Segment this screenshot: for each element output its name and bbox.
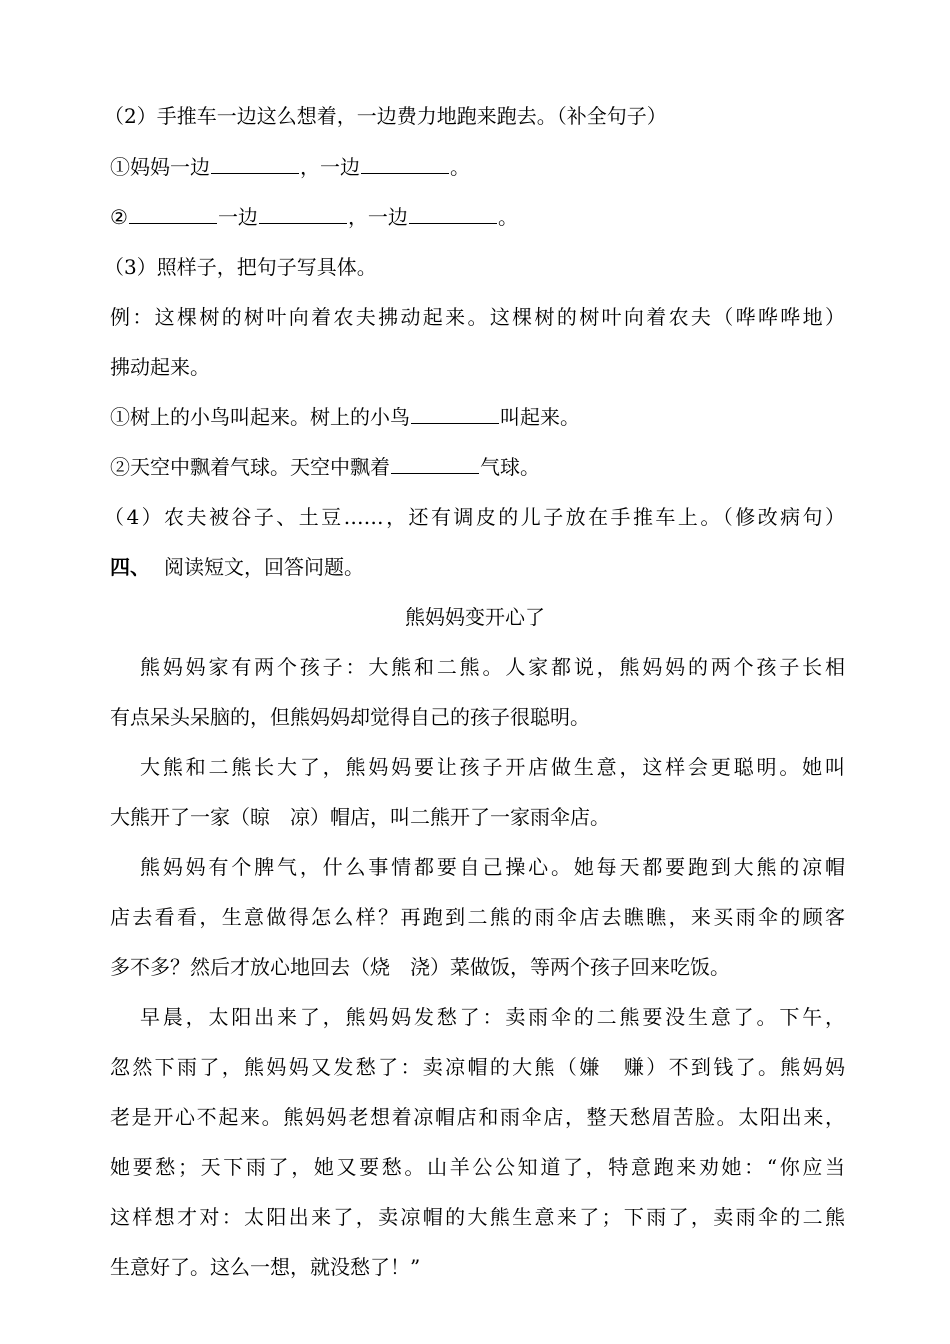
passage-paragraph-2-line-1: 大熊和二熊长大了，熊妈妈要让孩子开店做生意，这样会更聪明。她叫 — [140, 755, 845, 779]
q2-item2-text-b: 一边 — [217, 205, 258, 229]
question-4-prompt: （4）农夫被谷子、土豆……，还有调皮的儿子放在手推车上。（修改病句） — [104, 505, 845, 529]
answer-blank[interactable] — [129, 203, 217, 224]
section-number: 四、 — [110, 555, 150, 579]
passage-paragraph-4-line-3: 老是开心不起来。熊妈妈老想着凉帽店和雨伞店，整天愁眉苦脸。太阳出来， — [110, 1105, 845, 1129]
passage-paragraph-4-line-5: 这样想才对：太阳出来了，卖凉帽的大熊生意来了；下雨了，卖雨伞的二熊 — [110, 1205, 845, 1229]
passage-paragraph-4-line-1: 早晨，太阳出来了，熊妈妈发愁了：卖雨伞的二熊要没生意了。下午， — [140, 1005, 845, 1029]
passage-paragraph-4-line-6: 生意好了。这么一想，就没愁了！” — [110, 1255, 421, 1279]
passage-paragraph-3-line-3: 多不多？然后才放心地回去（烧 浇）菜做饭，等两个孩子回来吃饭。 — [110, 955, 730, 979]
q2-item1-text-b: ，一边 — [300, 155, 360, 179]
question-3-example-line-2: 拂动起来。 — [110, 355, 210, 379]
q2-item2-text-a: ② — [110, 205, 128, 229]
passage-paragraph-1-line-1: 熊妈妈家有两个孩子：大熊和二熊。人家都说，熊妈妈的两个孩子长相 — [140, 655, 845, 679]
question-3-item-2 — [110, 453, 845, 481]
answer-blank[interactable] — [361, 153, 449, 174]
q2-item1-text-c: 。 — [450, 155, 470, 179]
q2-item1-text-a: ①妈妈一边 — [110, 155, 210, 179]
section-instruction: 阅读短文，回答问题。 — [164, 555, 364, 579]
q3-item1-text-b: 叫起来。 — [500, 405, 580, 429]
passage-paragraph-1-line-2: 有点呆头呆脑的，但熊妈妈却觉得自己的孩子很聪明。 — [110, 705, 590, 729]
passage-paragraph-3-line-2: 店去看看，生意做得怎么样？再跑到二熊的雨伞店去瞧瞧，来买雨伞的顾客 — [110, 905, 845, 929]
q2-item2-text-c: ，一边 — [347, 205, 408, 229]
passage-title: 熊妈妈变开心了 — [405, 605, 545, 629]
answer-blank[interactable] — [411, 403, 499, 424]
question-3-prompt: （3）照样子，把句子写具体。 — [104, 255, 377, 279]
q3-item2-text-a: ②天空中飘着气球。天空中飘着 — [110, 455, 390, 479]
passage-paragraph-2-line-2: 大熊开了一家（晾 凉）帽店，叫二熊开了一家雨伞店。 — [110, 805, 610, 829]
answer-blank[interactable] — [259, 203, 347, 224]
answer-blank[interactable] — [391, 453, 479, 474]
answer-blank[interactable] — [409, 203, 497, 224]
q2-item2-text-d: 。 — [497, 205, 518, 229]
passage-paragraph-4-line-2: 忽然下雨了，熊妈妈又发愁了：卖凉帽的大熊（嫌 赚）不到钱了。熊妈妈 — [110, 1055, 845, 1079]
q3-item1-text-a: ①树上的小鸟叫起来。树上的小鸟 — [110, 405, 410, 429]
passage-paragraph-4-line-4: 她要愁；天下雨了，她又要愁。山羊公公知道了，特意跑来劝她：“你应当 — [110, 1155, 845, 1179]
question-3-item-1 — [110, 403, 845, 431]
passage-paragraph-3-line-1: 熊妈妈有个脾气，什么事情都要自己操心。她每天都要跑到大熊的凉帽 — [140, 855, 845, 879]
question-3-example-line-1: 例：这棵树的树叶向着农夫拂动起来。这棵树的树叶向着农夫（哗哗哗地） — [110, 305, 845, 329]
section-4-heading — [110, 553, 845, 581]
question-2-item-1 — [110, 153, 845, 181]
q3-item2-text-b: 气球。 — [480, 455, 540, 479]
question-2-prompt: （2）手推车一边这么想着，一边费力地跑来跑去。（补全句子） — [104, 104, 667, 128]
answer-blank[interactable] — [211, 153, 299, 174]
question-2-item-2 — [110, 203, 845, 231]
